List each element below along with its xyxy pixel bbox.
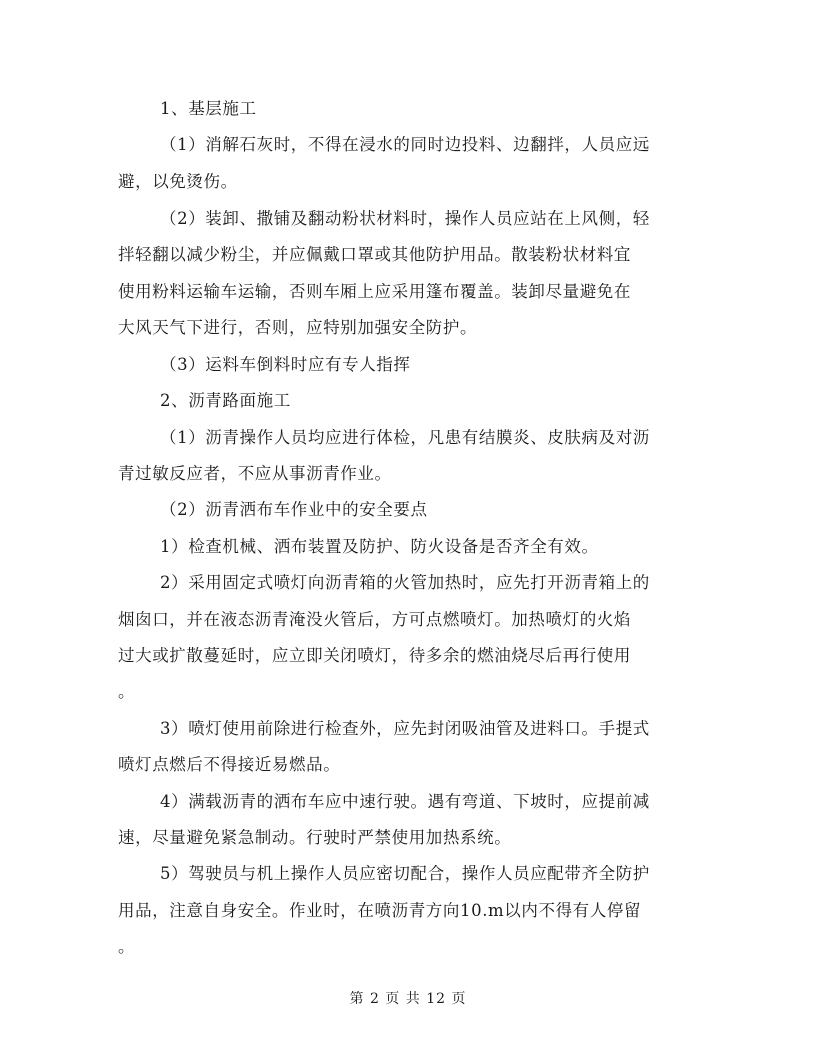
paragraph-line: 4）满载沥青的洒布车应中速行驶。遇有弯道、下坡时，应提前减 xyxy=(160,792,650,811)
paragraph-line: 用品，注意自身安全。作业时，在喷沥青方向10.m以内不得有人停留 xyxy=(118,901,642,920)
paragraph-line: 使用粉料运输车运输，否则车厢上应采用篷布覆盖。装卸尽量避免在 xyxy=(118,282,631,301)
page-number-footer: 第 2 页 共 12 页 xyxy=(349,991,467,1007)
paragraph-line: 过大或扩散蔓延时，应立即关闭喷灯，待多余的燃油烧尽后再行使用 xyxy=(118,646,631,665)
paragraph-line: 拌轻翻以减少粉尘，并应佩戴口罩或其他防护用品。散装粉状材料宜 xyxy=(118,245,631,264)
paragraph-line: （1）消解石灰时，不得在浸水的同时边投料、边翻拌，人员应远 xyxy=(160,135,650,154)
paragraph-line: 。 xyxy=(118,937,136,956)
paragraph-line: （3）运料车倒料时应有专人指挥 xyxy=(160,355,411,374)
paragraph-line: 速，尽量避免紧急制动。行驶时严禁使用加热系统。 xyxy=(118,828,512,847)
heading-base-construction: 1、基层施工 xyxy=(160,99,257,118)
paragraph-line: （2）装卸、撒铺及翻动粉状材料时，操作人员应站在上风侧，轻 xyxy=(160,209,650,228)
paragraph-line: 1）检查机械、洒布装置及防护、防火设备是否齐全有效。 xyxy=(160,537,599,556)
paragraph-line: （1）沥青操作人员均应进行体检，凡患有结膜炎、皮肤病及对沥 xyxy=(160,428,650,447)
paragraph-line: 2）采用固定式喷灯向沥青箱的火管加热时，应先打开沥青箱上的 xyxy=(160,573,650,592)
paragraph-line: 大风天气下进行，否则，应特别加强安全防护。 xyxy=(118,318,478,337)
paragraph-line: 3）喷灯使用前除进行检查外，应先封闭吸油管及进料口。手提式 xyxy=(160,719,650,738)
paragraph-line: 避，以免烫伤。 xyxy=(118,172,238,191)
paragraph-line: 青过敏反应者，不应从事沥青作业。 xyxy=(118,464,392,483)
heading-asphalt-pavement: 2、沥青路面施工 xyxy=(160,391,291,410)
paragraph-line: （2）沥青洒布车作业中的安全要点 xyxy=(160,500,428,519)
paragraph-line: 5）驾驶员与机上操作人员应密切配合，操作人员应配带齐全防护 xyxy=(160,864,650,883)
paragraph-line: 烟囱口，并在液态沥青淹没火管后，方可点燃喷灯。加热喷灯的火焰 xyxy=(118,610,631,629)
paragraph-line: 喷灯点燃后不得接近易燃品。 xyxy=(118,755,341,774)
paragraph-line: 。 xyxy=(118,682,136,701)
